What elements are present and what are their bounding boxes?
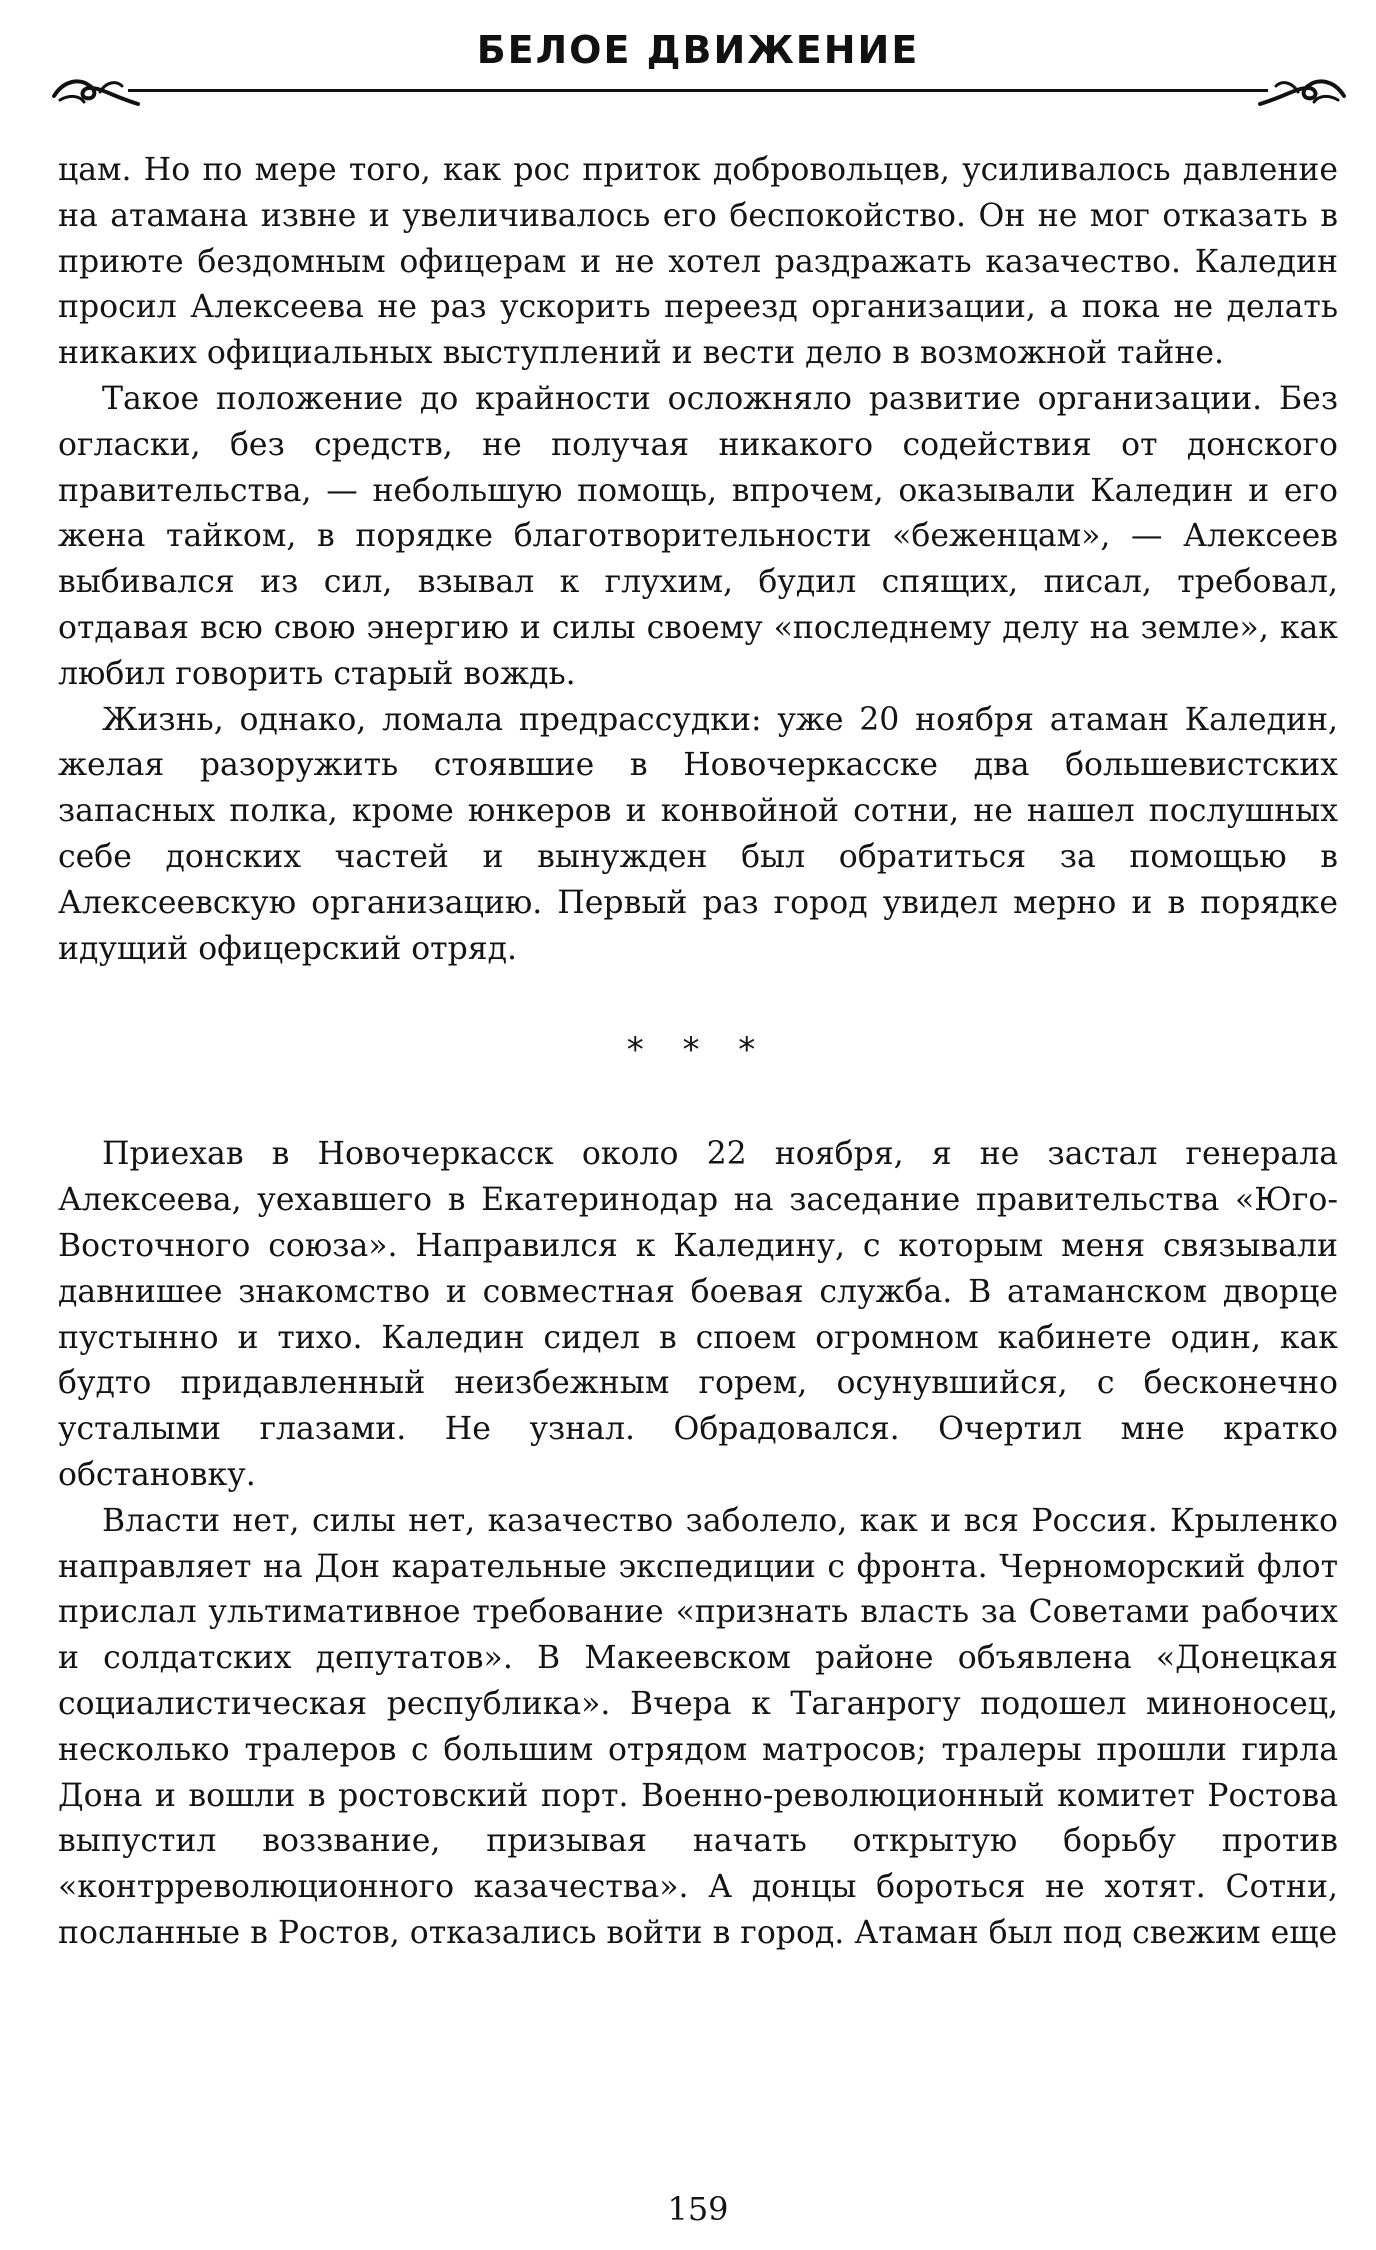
header-rule-divider	[128, 89, 1268, 92]
right-flourish-ornament-icon	[1258, 66, 1348, 110]
section-separator: * * *	[626, 1030, 770, 1071]
running-title: БЕЛОЕ ДВИЖЕНИЕ	[476, 28, 920, 72]
book-page	[58, 0, 1338, 2250]
page-number: 159	[667, 2190, 729, 2228]
left-flourish-ornament-icon	[50, 66, 140, 110]
paragraph: Такое положение до крайности осложняло развитие организации. Без огласки, без средств, не получая никакого содействия от донского правительства, — небольшую помощь, впрочем, оказывали Каледин и его жена тайком, в порядке благотворительности «беженцам», — Алексеев выбивался из сил, взывал к глухим, будил спящих, писал, требовал, отдавая всю свою энергию и силы своему «последнему делу на земле», как любил говорить старый вождь.	[58, 380, 1338, 692]
paragraph-continued: цам. Но по мере того, как рос приток добровольцев, усиливалось давление на атамана извне и увеличивалось его беспокойство. Он не мог отказать в приюте бездомным офицерам и не хотел раздражать казачество. Каледин просил Алексеева не раз ускорить переезд организации, а пока не делать никаких официальных выступлений и вести дело в возможной тайне.	[58, 152, 1338, 372]
body-text	[58, 148, 1338, 1957]
paragraph: Жизнь, однако, ломала предрассудки: уже 20 ноября атаман Каледин, желая разоружить стоявшие в Новочеркасске два большевистских запасных полка, кроме юнкеров и конвойной сотни, не нашел послушных себе донских частей и вынужден был обратиться за помощью в Алексеевскую организацию. Первый раз город увидел мерно и в порядке идущий офицерский отряд.	[58, 701, 1338, 967]
paragraph: Власти нет, силы нет, казачество заболело, как и вся Россия. Крыленко направляет на Дон карательные экспедиции с фронта. Черноморский флот прислал ультимативное требование «признать власть за Советами рабочих и солдатских депутатов». В Макеевском районе объявлена «Донецкая социалистическая республика». Вчера к Таганрогу подошел миноносец, несколько тралеров с большим отрядом матросов; тралеры прошли гирла Дона и вошли в ростовский порт. Военно-революционный комитет Ростова выпустил воззвание, призывая начать открытую борьбу против «контрреволюционного казачества». А донцы бороться не хотят. Сотни, посланные в Ростов, отказались войти в город. Атаман был под свежим еще	[58, 1502, 1338, 1951]
paragraph: Приехав в Новочеркасск около 22 ноября, я не застал генерала Алексеева, уехавшего в Екатеринодар на заседание правительства «Юго-Восточного союза». Направился к Каледину, с которым меня связывали давнишее знакомство и совместная боевая служба. В атаманском дворце пустынно и тихо. Каледин сидел в споем огромном кабинете один, как будто придавленный неизбежным горем, осунувшийся, с бесконечно усталыми глазами. Не узнал. Обрадовался. Очертил мне кратко обстановку.	[58, 1136, 1338, 1493]
running-header	[58, 22, 1338, 112]
